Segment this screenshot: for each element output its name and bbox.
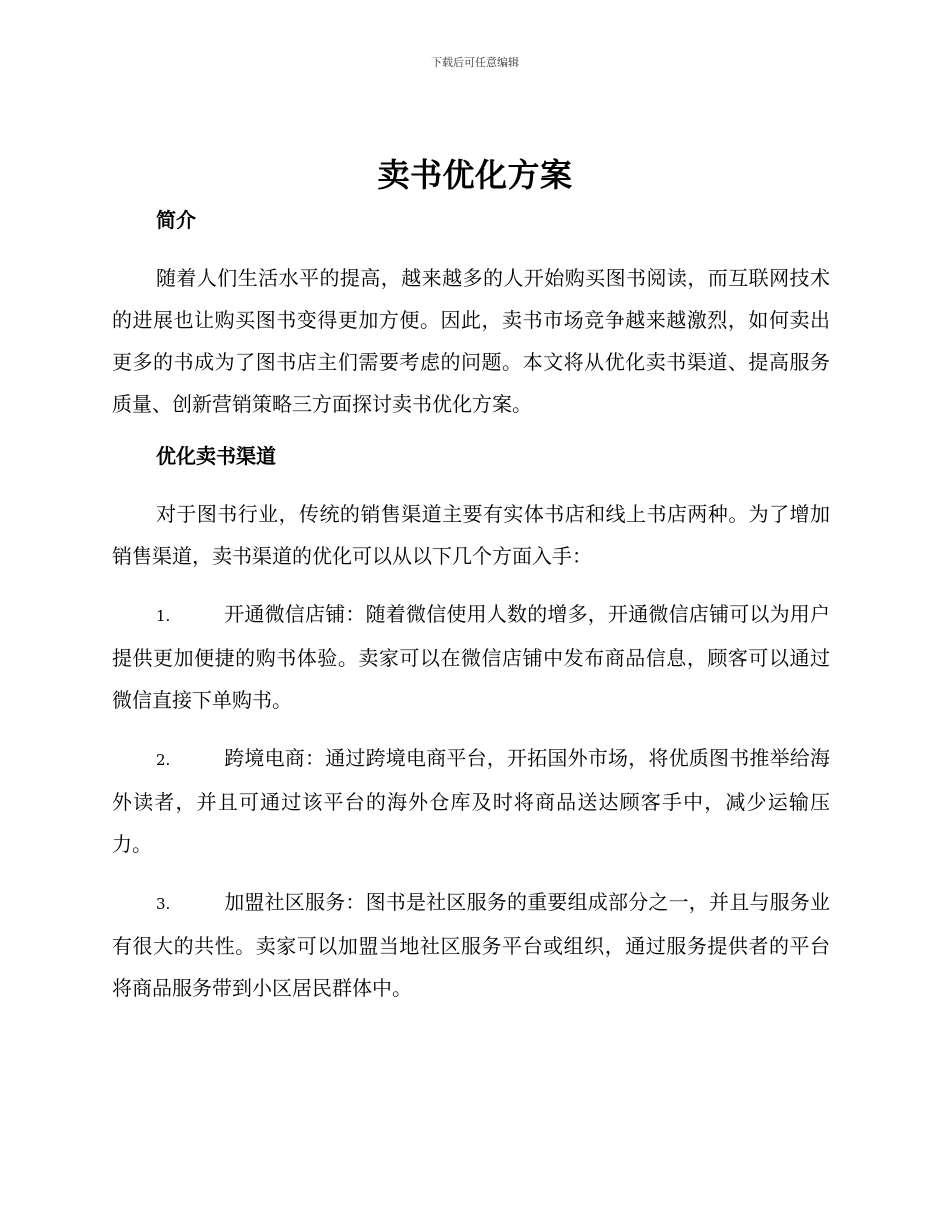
list-number: 1. — [156, 607, 171, 625]
section-heading-intro: 简介 — [156, 208, 196, 232]
list-item — [112, 593, 830, 721]
list-number: 2. — [156, 751, 171, 769]
document-body — [112, 205, 830, 1009]
page-title: 卖书优化方案 — [377, 156, 573, 194]
section-heading-channels: 优化卖书渠道 — [156, 444, 276, 468]
list-item-text: 跨境电商：通过跨境电商平台，开拓国外市场，将优质图书推举给海外读者，并且可通过该平台的海外仓库及时将商品送达顾客手中，减少运输压力。 — [112, 746, 830, 856]
list-item-text: 加盟社区服务：图书是社区服务的重要组成部分之一，并且与服务业有很大的共性。卖家可以加盟当地社区服务平台或组织，通过服务提供者的平台将商品服务带到小区居民群体中。 — [112, 890, 830, 1000]
list-item-text: 开通微信店铺：随着微信使用人数的增多，开通微信店铺可以为用户提供更加便捷的购书体验。卖家可以在微信店铺中发布商品信息，顾客可以通过微信直接下单购书。 — [112, 602, 830, 712]
paragraph-intro: 随着人们生活水平的提高，越来越多的人开始购买图书阅读，而互联网技术的进展也让购买图书变得更加方便。因此，卖书市场竞争越来越激烈，如何卖出更多的书成为了图书店主们需要考虑的问题。本文将从优化卖书渠道、提高服务质量、创新营销策略三方面探讨卖书优化方案。 — [112, 266, 830, 416]
paragraph-channels: 对于图书行业，传统的销售渠道主要有实体书店和线上书店两种。为了增加销售渠道，卖书渠道的优化可以从以下几个方面入手： — [112, 502, 830, 568]
list-item — [112, 881, 830, 1009]
header-note: 下载后可任意编辑 — [431, 56, 519, 69]
list-number: 3. — [156, 895, 171, 913]
list-item — [112, 737, 830, 865]
